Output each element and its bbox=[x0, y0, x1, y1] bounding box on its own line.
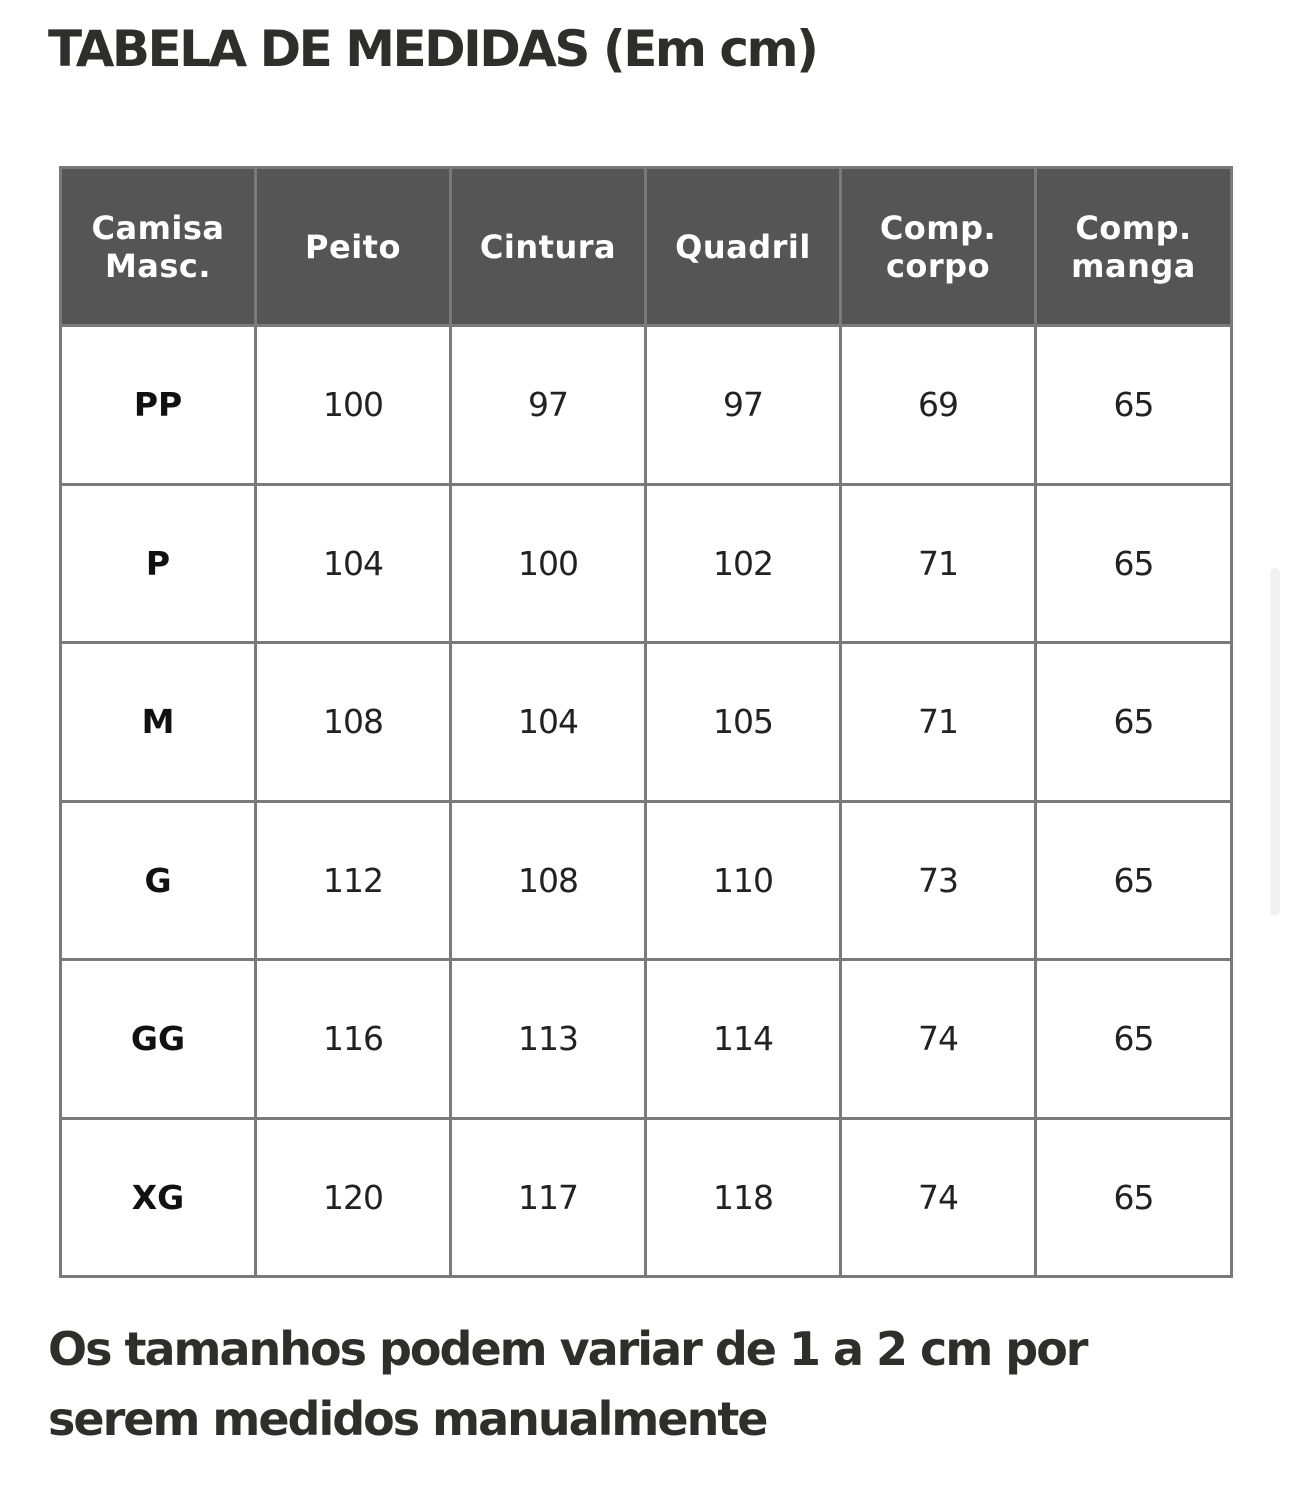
table-row bbox=[61, 484, 1232, 643]
cintura-cell: 100 bbox=[451, 484, 646, 643]
scrollbar[interactable] bbox=[1270, 568, 1280, 916]
table-header-row bbox=[61, 168, 1232, 326]
cintura-cell: 108 bbox=[451, 801, 646, 960]
header-line: Comp. bbox=[1075, 208, 1192, 247]
header-line: Comp. bbox=[879, 208, 997, 247]
quadril-cell: 114 bbox=[646, 960, 841, 1119]
size-cell: GG bbox=[61, 960, 256, 1119]
table-row bbox=[61, 326, 1232, 485]
comp-corpo-cell: 69 bbox=[841, 326, 1036, 485]
size-cell: P bbox=[61, 484, 256, 643]
header-line: Quadril bbox=[675, 227, 811, 266]
peito-cell: 104 bbox=[256, 484, 451, 643]
peito-cell: 112 bbox=[256, 801, 451, 960]
cintura-cell: 97 bbox=[451, 326, 646, 485]
header-comp-corpo bbox=[841, 168, 1036, 326]
header-peito bbox=[256, 168, 451, 326]
table-row bbox=[61, 1118, 1232, 1277]
header-line: Camisa bbox=[91, 208, 225, 247]
header-camisa-masc bbox=[61, 168, 256, 326]
size-cell: PP bbox=[61, 326, 256, 485]
comp-corpo-cell: 71 bbox=[841, 643, 1036, 802]
header-line: corpo bbox=[885, 246, 991, 285]
size-table bbox=[59, 166, 1233, 1278]
size-cell: XG bbox=[61, 1118, 256, 1277]
comp-corpo-cell: 74 bbox=[841, 960, 1036, 1119]
peito-cell: 116 bbox=[256, 960, 451, 1119]
table-row bbox=[61, 643, 1232, 802]
quadril-cell: 110 bbox=[646, 801, 841, 960]
header-cintura bbox=[451, 168, 646, 326]
quadril-cell: 97 bbox=[646, 326, 841, 485]
header-quadril bbox=[646, 168, 841, 326]
size-cell: G bbox=[61, 801, 256, 960]
comp-manga-cell: 65 bbox=[1036, 643, 1232, 802]
comp-corpo-cell: 71 bbox=[841, 484, 1036, 643]
footnote: Os tamanhos podem variar de 1 a 2 cm por serem medidos manualmente bbox=[48, 1322, 1087, 1446]
quadril-cell: 102 bbox=[646, 484, 841, 643]
header-line: manga bbox=[1071, 246, 1196, 285]
comp-corpo-cell: 74 bbox=[841, 1118, 1036, 1277]
comp-manga-cell: 65 bbox=[1036, 1118, 1232, 1277]
peito-cell: 100 bbox=[256, 326, 451, 485]
header-line: Cintura bbox=[479, 227, 617, 266]
table-row bbox=[61, 801, 1232, 960]
comp-manga-cell: 65 bbox=[1036, 326, 1232, 485]
comp-manga-cell: 65 bbox=[1036, 960, 1232, 1119]
header-line: Masc. bbox=[104, 246, 212, 285]
cintura-cell: 117 bbox=[451, 1118, 646, 1277]
quadril-cell: 118 bbox=[646, 1118, 841, 1277]
page-title: TABELA DE MEDIDAS (Em cm) bbox=[48, 20, 817, 78]
cintura-cell: 104 bbox=[451, 643, 646, 802]
peito-cell: 108 bbox=[256, 643, 451, 802]
comp-manga-cell: 65 bbox=[1036, 801, 1232, 960]
header-line: Peito bbox=[305, 227, 401, 266]
comp-manga-cell: 65 bbox=[1036, 484, 1232, 643]
peito-cell: 120 bbox=[256, 1118, 451, 1277]
table-row bbox=[61, 960, 1232, 1119]
header-comp-manga bbox=[1036, 168, 1232, 326]
quadril-cell: 105 bbox=[646, 643, 841, 802]
size-cell: M bbox=[61, 643, 256, 802]
comp-corpo-cell: 73 bbox=[841, 801, 1036, 960]
cintura-cell: 113 bbox=[451, 960, 646, 1119]
